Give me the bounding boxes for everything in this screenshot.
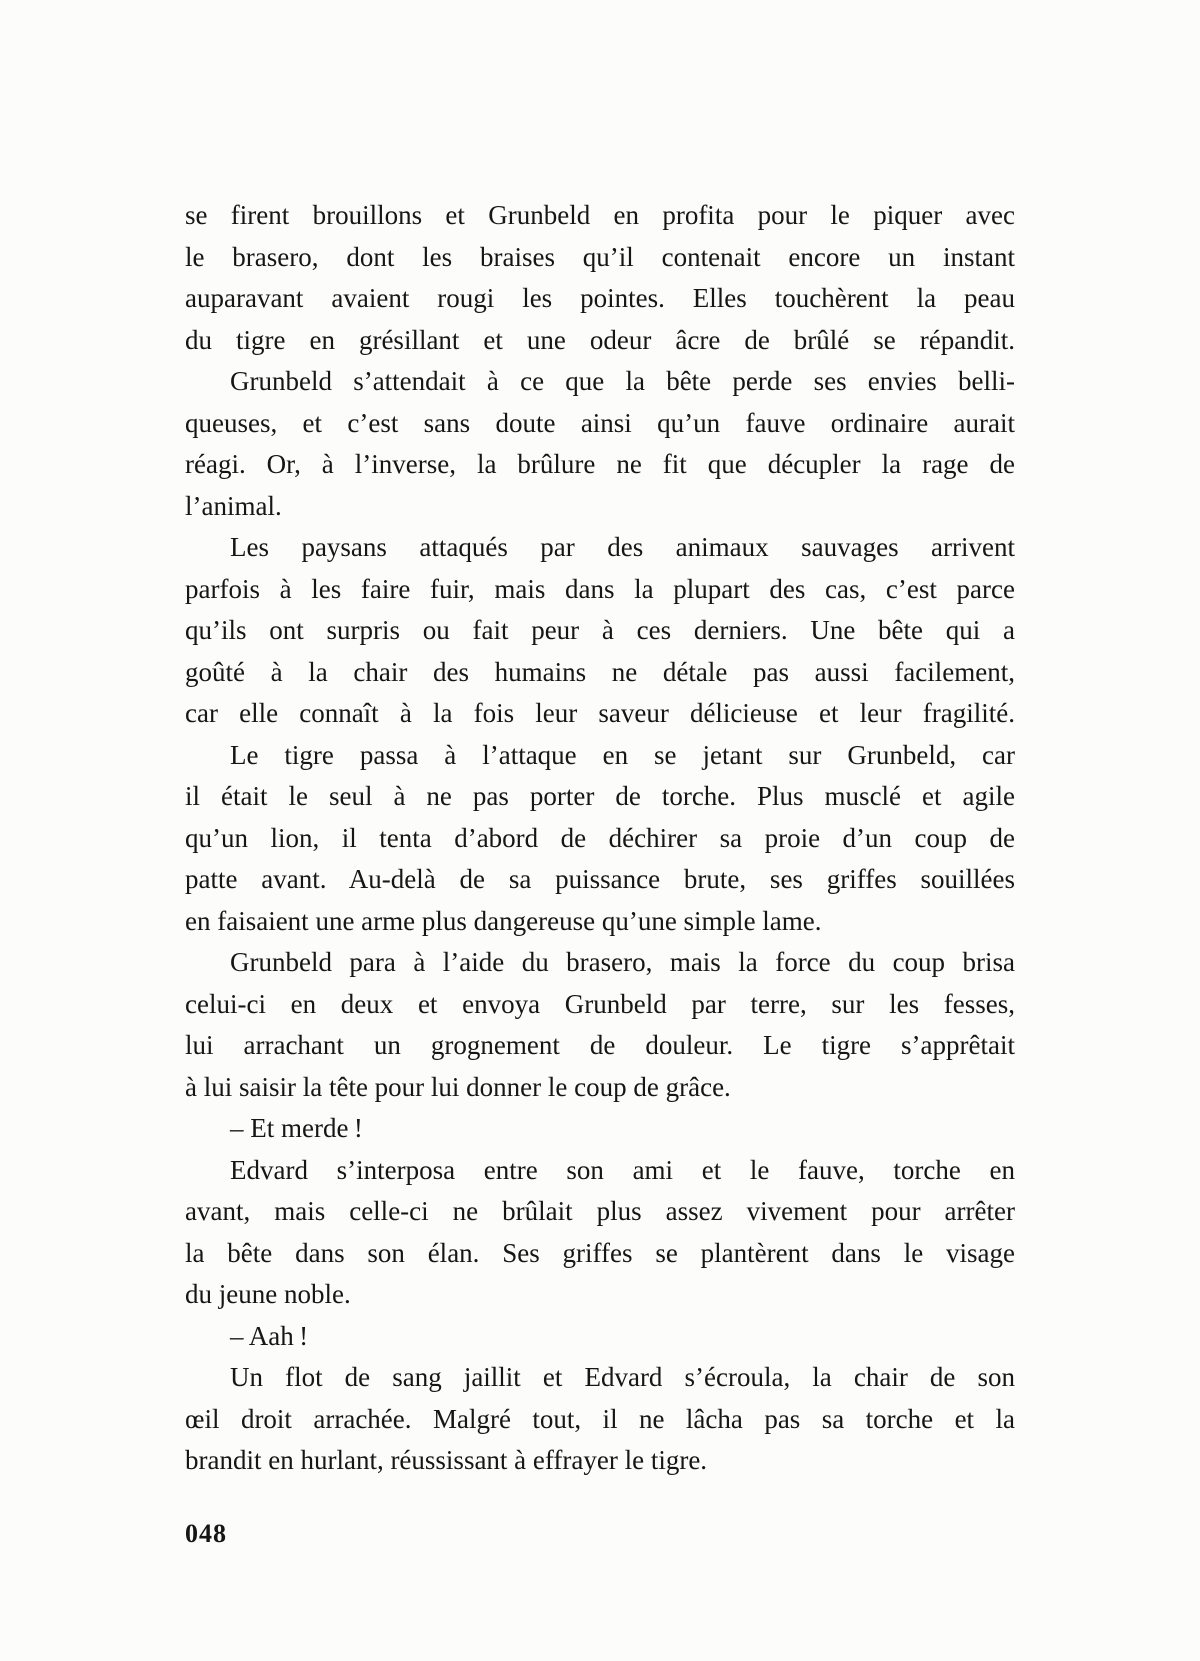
text-line: auparavant avaient rougi les pointes. Elles touchèrent la peau	[185, 283, 1015, 313]
paragraph	[185, 1150, 1015, 1316]
text-line: goûté à la chair des humains ne détale pas aussi facilement,	[185, 656, 1015, 687]
paragraph	[185, 942, 1015, 1108]
text-line: Les paysans attaqués par des animaux sauvages arrivent	[230, 532, 1015, 562]
text-line: la bête dans son élan. Ses griffes se plantèrent dans le visage	[185, 1237, 1015, 1268]
paragraph	[185, 527, 1015, 735]
text-line: à lui saisir la tête pour lui donner le coup de grâce.	[185, 1071, 731, 1102]
dialogue-paragraph	[185, 1108, 1015, 1150]
text-line: avant, mais celle-ci ne brûlait plus assez vivement pour arrêter	[185, 1196, 1015, 1226]
paragraph	[185, 1357, 1015, 1482]
paragraph	[185, 735, 1015, 943]
text-line: Grunbeld s’attendait à ce que la bête perde ses envies belli-	[230, 366, 1015, 396]
paragraph	[185, 361, 1015, 527]
text-line: Le tigre passa à l’attaque en se jetant sur Grunbeld, car	[230, 739, 1015, 770]
text-line: lui arrachant un grognement de douleur. Le tigre s’apprêtait	[185, 1030, 1015, 1060]
text-line: il était le seul à ne pas porter de torche. Plus musclé et agile	[185, 781, 1015, 811]
text-line: Un flot de sang jaillit et Edvard s’écroula, la chair de son	[230, 1362, 1015, 1392]
text-line: du jeune noble.	[185, 1279, 351, 1309]
text-line: œil droit arrachée. Malgré tout, il ne lâcha pas sa torche et la	[185, 1403, 1015, 1434]
text-line: se firent brouillons et Grunbeld en profita pour le piquer avec	[185, 200, 1015, 230]
text-line: le brasero, dont les braises qu’il contenait encore un instant	[185, 241, 1015, 272]
text-line: – Et merde !	[230, 1113, 363, 1143]
text-line: parfois à les faire fuir, mais dans la plupart des cas, c’est parce	[185, 573, 1015, 604]
text-line: qu’un lion, il tenta d’abord de déchirer sa proie d’un coup de	[185, 822, 1015, 853]
dialogue-paragraph	[185, 1316, 1015, 1358]
text-line: brandit en hurlant, réussissant à effrayer le tigre.	[185, 1445, 708, 1475]
text-line: patte avant. Au-delà de sa puissance brute, ses griffes souillées	[185, 864, 1015, 894]
text-line: réagi. Or, à l’inverse, la brûlure ne fit que décupler la rage de	[185, 449, 1015, 479]
text-line: celui-ci en deux et envoya Grunbeld par terre, sur les fesses,	[185, 988, 1015, 1019]
text-line: qu’ils ont surpris ou fait peur à ces derniers. Une bête qui a	[185, 615, 1015, 645]
text-line: queuses, et c’est sans doute ainsi qu’un fauve ordinaire aurait	[185, 407, 1015, 438]
text-line: en faisaient une arme plus dangereuse qu’une simple lame.	[185, 905, 822, 936]
text-block	[185, 195, 1015, 1482]
text-line: – Aah !	[230, 1320, 309, 1351]
paragraph	[185, 195, 1015, 361]
page-number: 048	[185, 1519, 227, 1548]
text-line: l’animal.	[185, 490, 282, 521]
text-line: Edvard s’interposa entre son ami et le fauve, torche en	[230, 1154, 1015, 1185]
text-line: Grunbeld para à l’aide du brasero, mais la force du coup brisa	[230, 947, 1015, 977]
text-line: car elle connaît à la fois leur saveur délicieuse et leur fragilité.	[185, 698, 1015, 728]
text-line: du tigre en grésillant et une odeur âcre de brûlé se répandit.	[185, 324, 1015, 355]
